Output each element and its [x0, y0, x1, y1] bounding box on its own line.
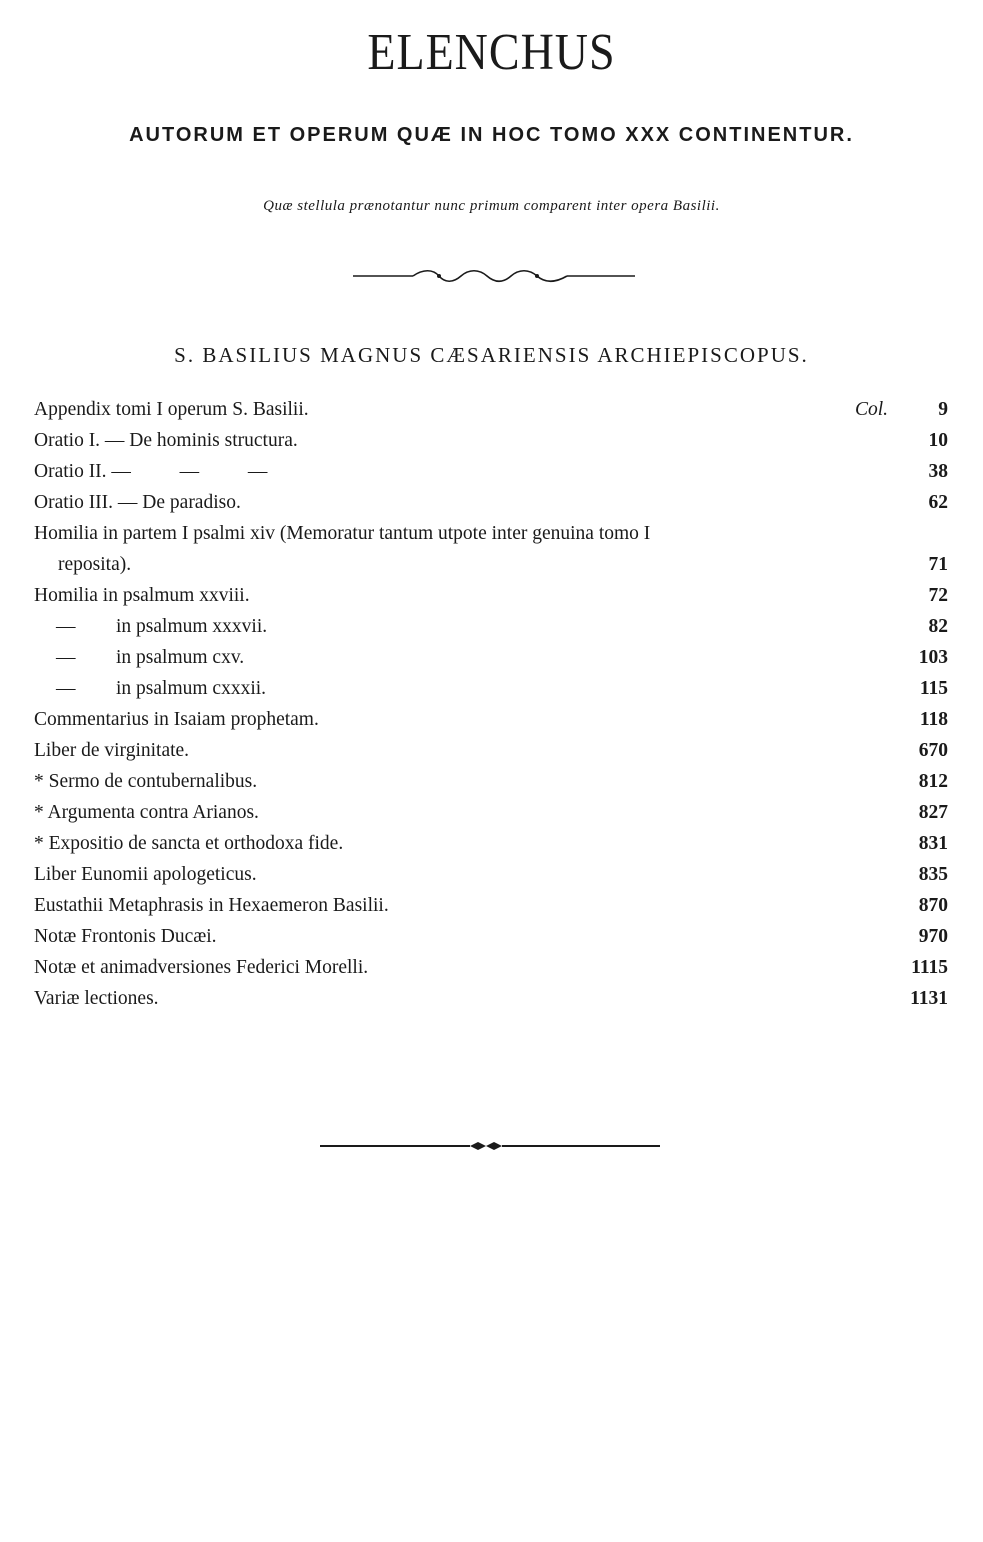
col-label: Col.: [854, 399, 888, 420]
section-heading: S. BASILIUS MAGNUS CÆSARIENSIS ARCHIEPISCOPUS.: [174, 343, 809, 367]
entry-title: Notæ et animadversiones Federici Morelli.: [34, 957, 369, 978]
entry-title: Oratio II. — — —: [34, 461, 268, 482]
entry-title: in psalmum cxxxii.: [116, 678, 267, 699]
toc-entry: [34, 580, 948, 611]
toc-entry: [34, 797, 948, 828]
entry-title: in psalmum xxxvii.: [116, 616, 268, 637]
toc-entry: [34, 642, 948, 673]
entry-title: * Expositio de sancta et orthodoxa fide.: [34, 833, 344, 854]
entry-page: 62: [928, 492, 948, 513]
toc-entry: [34, 425, 948, 456]
entry-page: 103: [918, 647, 948, 668]
entry-page: 10: [928, 430, 948, 451]
entry-title: Variæ lectiones.: [34, 988, 159, 1009]
toc-entry: [34, 921, 948, 952]
entry-page: 9: [938, 399, 948, 420]
toc-entry: [34, 859, 948, 890]
entry-title: Liber Eunomii apologeticus.: [34, 864, 257, 885]
entry-page: 1115: [911, 957, 948, 978]
toc-entry: [34, 673, 948, 704]
toc-entry: [34, 704, 948, 735]
entry-title: Homilia in partem I psalmi xiv (Memoratur tantum utpote inter genuina tomo I: [34, 523, 651, 544]
entry-title: Appendix tomi I operum S. Basilii.: [34, 399, 309, 420]
toc-entry: [34, 983, 948, 1014]
entry-page: 1131: [910, 988, 948, 1009]
asterisk-note: Quæ stellula prænotantur nunc primum comparent inter opera Basilii.: [263, 198, 720, 214]
ditto-dash: —: [56, 678, 76, 699]
ditto-dash: —: [56, 616, 76, 637]
toc-entry: [34, 890, 948, 921]
entry-page: 970: [918, 926, 948, 947]
entry-title: Liber de virginitate.: [34, 740, 190, 761]
entry-page: 835: [918, 864, 948, 885]
entry-title: Commentarius in Isaiam prophetam.: [34, 709, 319, 730]
entry-page: 827: [918, 802, 948, 823]
entry-page: 82: [928, 616, 948, 637]
entry-page: 38: [928, 461, 948, 482]
ornamental-divider-bottom: [320, 1139, 660, 1153]
entry-title: Homilia in psalmum xxviii.: [34, 585, 250, 606]
entry-page: 812: [918, 771, 948, 792]
entry-title: Notæ Frontonis Ducæi.: [34, 926, 217, 947]
ditto-dash: —: [56, 647, 76, 668]
entry-title: * Sermo de contubernalibus.: [34, 771, 258, 792]
page-subtitle: AUTORUM ET OPERUM QUÆ IN HOC TOMO XXX CONTINENTUR.: [129, 124, 854, 146]
toc-entry: [34, 518, 948, 580]
entry-page: 670: [918, 740, 948, 761]
entry-title: Eustathii Metaphrasis in Hexaemeron Basilii.: [34, 895, 389, 916]
toc-entry: [34, 456, 948, 487]
toc-entry: [34, 394, 948, 425]
entry-page: 118: [919, 709, 948, 730]
table-of-contents: [34, 394, 948, 1014]
entry-title: Oratio I. — De hominis structura.: [34, 430, 298, 451]
entry-title: * Argumenta contra Arianos.: [34, 802, 259, 823]
toc-entry: [34, 487, 948, 518]
toc-entry: [34, 611, 948, 642]
toc-entry: [34, 766, 948, 797]
toc-entry: [34, 952, 948, 983]
page-title: ELENCHUS: [367, 23, 616, 81]
entry-page: 115: [919, 678, 948, 699]
entry-title: Oratio III. — De paradiso.: [34, 492, 241, 513]
entry-page: 72: [928, 585, 948, 606]
entry-page: 71: [928, 554, 948, 575]
toc-entry: [34, 735, 948, 766]
entry-title: in psalmum cxv.: [116, 647, 245, 668]
toc-entry: [34, 828, 948, 859]
ornamental-divider-top: [353, 265, 635, 287]
entry-page: 831: [918, 833, 948, 854]
entry-page: 870: [918, 895, 948, 916]
entry-title-continued: reposita).: [58, 554, 132, 575]
